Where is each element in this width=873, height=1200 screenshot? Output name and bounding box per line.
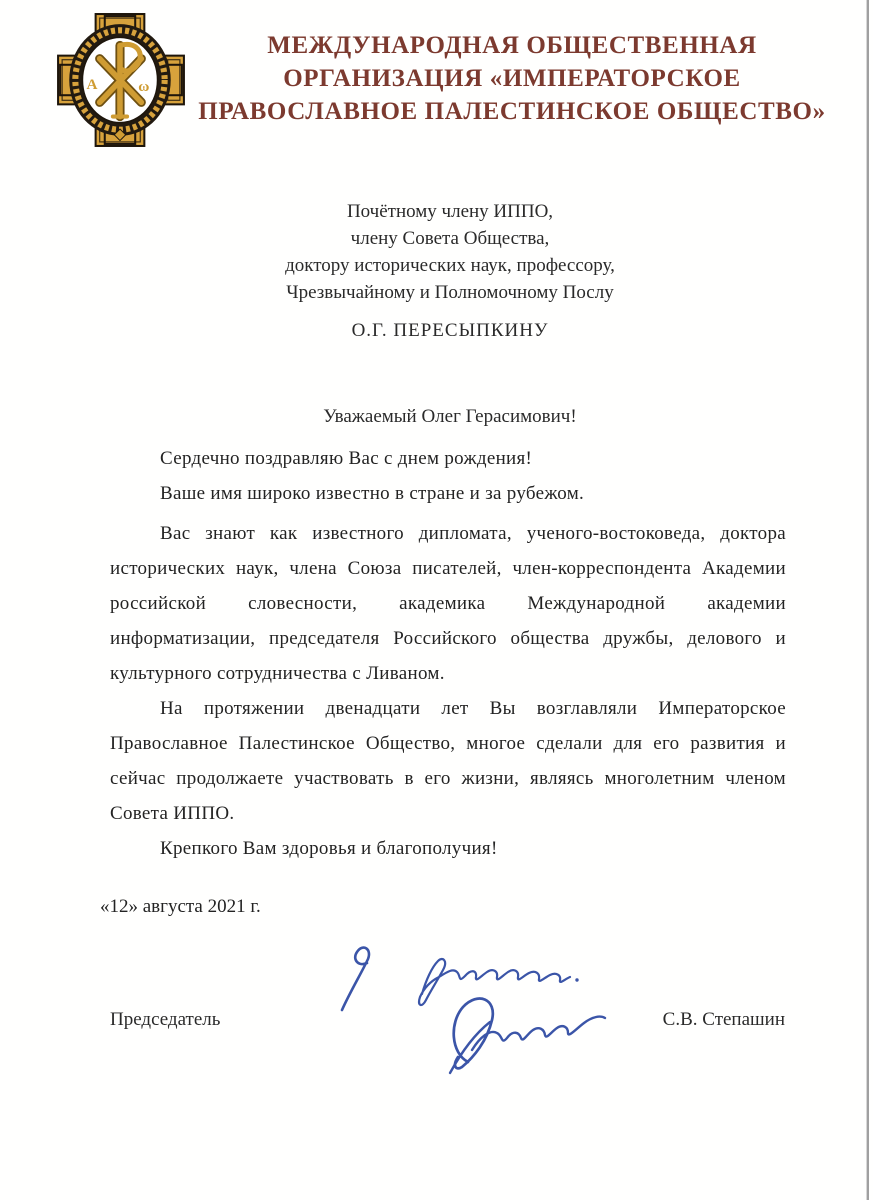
letter-body (110, 441, 786, 866)
scan-edge-artifact (867, 0, 869, 1200)
org-name-line: ПРАВОСЛАВНОЕ ПАЛЕСТИНСКОЕ ОБЩЕСТВО» (198, 98, 826, 125)
body-paragraph: Вас знают как известного дипломата, ученого-востоковеда, доктора исторических наук, члена Союза писателей, член-корреспондента Академии российской словесности, академика Международной академии информатизации, председателя Российского общества дружбы, делового и культурного сотрудничества с Ливаном. (110, 523, 786, 684)
body-paragraph: Крепкого Вам здоровья и благополучия! (160, 838, 498, 859)
alpha-glyph: А (86, 76, 98, 94)
signer-name: С.В. Степашин (662, 1009, 785, 1030)
signer-title: Председатель (110, 1009, 221, 1030)
org-name-heading (182, 29, 842, 128)
addressee-name: О.Г. ПЕРЕСЫПКИНУ (351, 320, 549, 341)
addressee-line: Почётному члену ИППО, (346, 201, 554, 222)
signature-row (110, 1006, 785, 1034)
chi-rho-cross-icon (57, 12, 185, 148)
scan-edge-artifact-light (866, 0, 867, 1200)
letter-date: «12» августа 2021 г. (100, 896, 261, 917)
omega-glyph: ω (138, 78, 150, 96)
ippo-cross-logo (57, 12, 185, 148)
addressee-block (110, 198, 790, 306)
salutation: Уважаемый Олег Герасимович! (323, 406, 577, 427)
addressee-line: Чрезвычайному и Полномочному Послу (286, 282, 614, 303)
addressee-line: доктору исторических наук, профессору, (285, 255, 615, 276)
org-name-line: ОРГАНИЗАЦИЯ «ИМПЕРАТОРСКОЕ (283, 65, 741, 92)
org-name-line: МЕЖДУНАРОДНАЯ ОБЩЕСТВЕННАЯ (267, 32, 757, 59)
addressee-line: члену Совета Общества, (350, 228, 550, 249)
body-paragraph: Ваше имя широко известно в стране и за рубежом. (160, 483, 585, 504)
body-paragraph: На протяжении двенадцати лет Вы возглавляли Императорское Православное Палестинское Общество, многое сделали для его развития и сейчас продолжаете участвовать в его жизни, являясь многолетним членом Совета ИППО. (110, 698, 786, 824)
body-paragraph: Сердечно поздравляю Вас с днем рождения! (160, 448, 533, 469)
